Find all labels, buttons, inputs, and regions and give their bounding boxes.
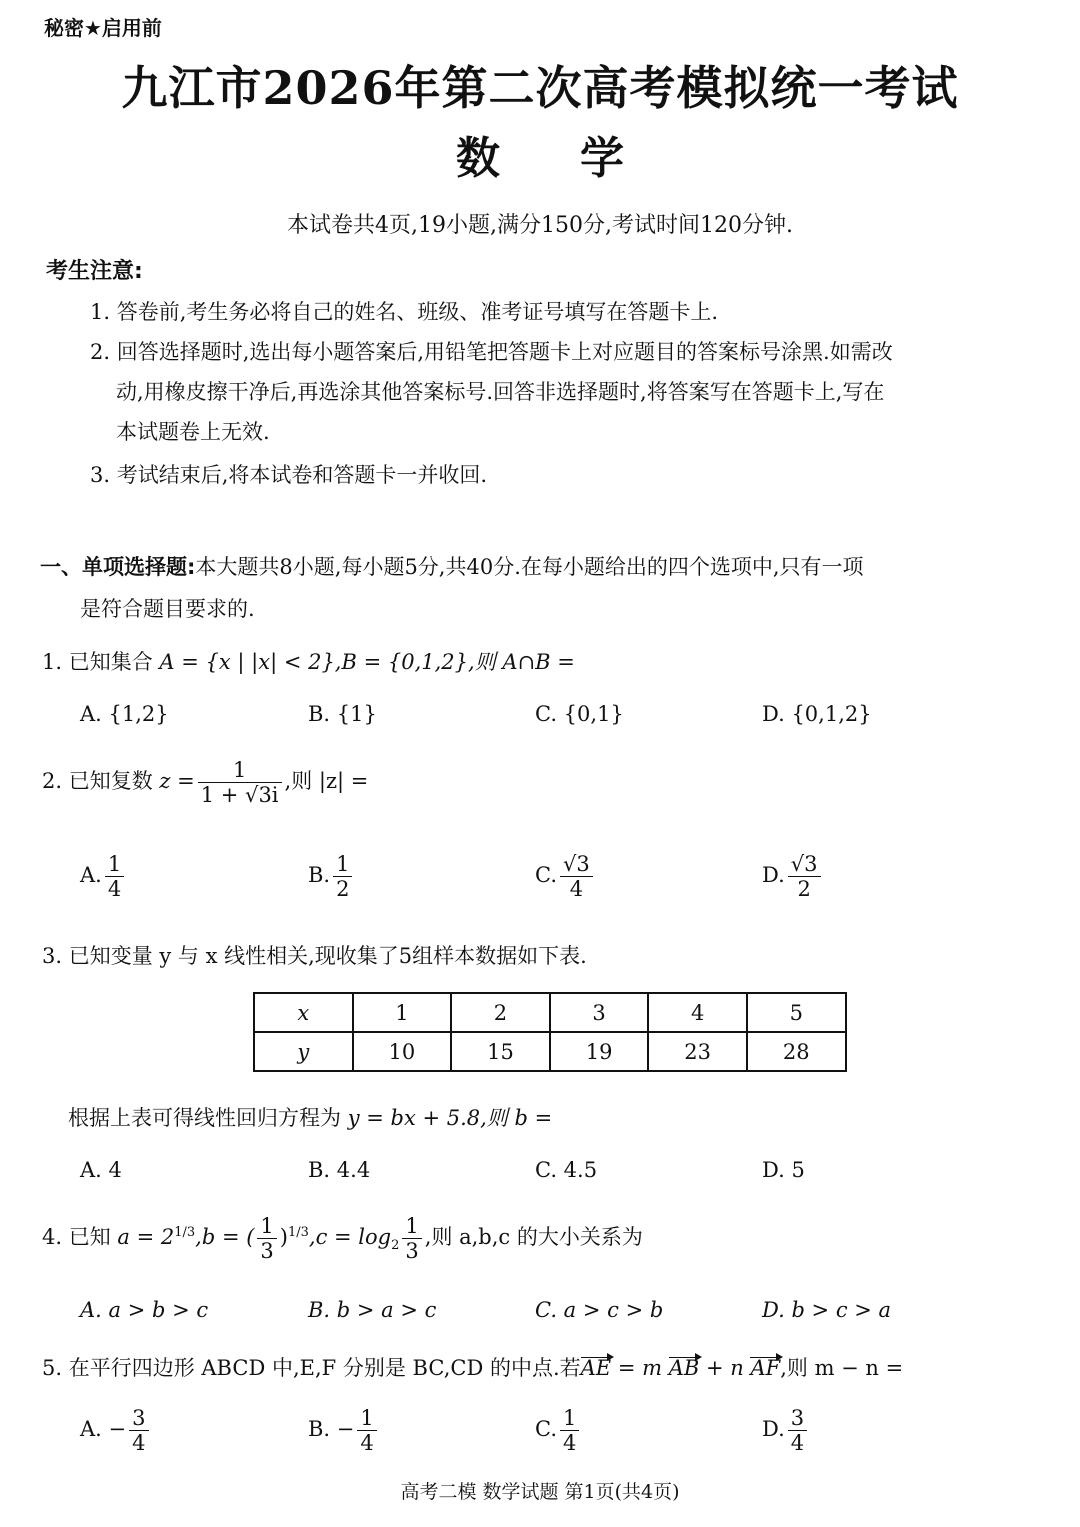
table-cell: 10	[353, 1032, 452, 1071]
question-1: 1. 已知集合 A = {x | |x| < 2},B = {0,1,2},则 A∩B =	[42, 650, 575, 674]
q5-option-d: D. $\frac{3}{4}$	[762, 1406, 810, 1455]
table-header-y: y	[254, 1032, 353, 1071]
table-row	[254, 1032, 846, 1071]
section-desc-cont: 是符合题目要求的.	[80, 597, 255, 621]
question-3-regression: 根据上表可得线性回归方程为 y = bx + 5.8,则 b =	[68, 1106, 553, 1130]
q4-option-d: D. b > c > a	[762, 1298, 892, 1322]
q3-option-d: D. 5	[762, 1158, 805, 1182]
section-label: 一、单项选择题:	[40, 555, 196, 579]
q5-option-c: C. $\frac{1}{4}$	[535, 1406, 582, 1455]
q4-option-a: A. a > b > c	[80, 1298, 209, 1322]
q1-option-d: D. {0,1,2}	[762, 702, 872, 726]
table-header-x: x	[254, 993, 353, 1032]
notice-item-3: 3. 考试结束后,将本试卷和答题卡一并收回.	[90, 463, 488, 487]
q2-option-b: B. $\frac{1}{2}$	[308, 852, 355, 901]
notice-heading: 考生注意:	[46, 259, 143, 284]
q3-option-a: A. 4	[80, 1158, 122, 1182]
page-footer: 高考二模 数学试题 第1页(共4页)	[400, 1481, 680, 1503]
notice-item-2-cont: 动,用橡皮擦干净后,再选涂其他答案标号.回答非选择题时,将答案写在答题卡上,写在	[116, 380, 885, 404]
q2-fraction: $\frac{1}{1 + √3i}$	[198, 758, 282, 807]
q2-option-c: C. $\frac{√3}{4}$	[535, 852, 596, 901]
question-3: 3. 已知变量 y 与 x 线性相关,现收集了5组样本数据如下表.	[42, 944, 587, 968]
table-cell: 1	[353, 993, 452, 1032]
confidential-mark: 秘密★启用前	[44, 16, 162, 40]
table-cell: 28	[747, 1032, 846, 1071]
q3-option-c: C. 4.5	[535, 1158, 598, 1182]
subject-title: 数学	[456, 133, 704, 184]
q4-option-b: B. b > a > c	[308, 1298, 437, 1322]
table-cell: 19	[550, 1032, 649, 1071]
q3-option-b: B. 4.4	[308, 1158, 371, 1182]
question-2: 2. 已知复数 z = $\frac{1}{1 + √3i}$ ,则 |z| =	[42, 758, 369, 807]
q2-option-d: D. $\frac{√3}{2}$	[762, 852, 824, 901]
sample-data-table	[253, 992, 847, 1072]
q5-option-b: B. − $\frac{1}{4}$	[308, 1406, 380, 1455]
table-cell: 15	[451, 1032, 550, 1071]
table-cell: 5	[747, 993, 846, 1032]
question-5: 5. 在平行四边形 ABCD 中,E,F 分别是 BC,CD 的中点.若AE = m AB + n AF,则 m − n =	[42, 1356, 904, 1380]
exam-info: 本试卷共4页,19小题,满分150分,考试时间120分钟.	[287, 213, 793, 238]
table-row	[254, 993, 846, 1032]
q1-option-b: B. {1}	[308, 702, 377, 726]
table-cell: 23	[648, 1032, 747, 1071]
q2-option-a: A. $\frac{1}{4}$	[80, 852, 127, 901]
section-desc: 本大题共8小题,每小题5分,共40分.在每小题给出的四个选项中,只有一项	[195, 555, 864, 579]
q5-option-a: A. − $\frac{3}{4}$	[80, 1406, 152, 1455]
table-cell: 3	[550, 993, 649, 1032]
q1-option-a: A. {1,2}	[80, 702, 169, 726]
exam-title: 九江市2026年第二次高考模拟统一考试	[121, 61, 959, 115]
q1-option-c: C. {0,1}	[535, 702, 624, 726]
table-cell: 4	[648, 993, 747, 1032]
notice-item-1: 1. 答卷前,考生务必将自己的姓名、班级、准考证号填写在答题卡上.	[90, 300, 719, 324]
notice-item-2: 2. 回答选择题时,选出每小题答案后,用铅笔把答题卡上对应题目的答案标号涂黑.如需改	[90, 340, 893, 364]
question-4: 4. 已知 $a = 2^{1/3},b$ = ( $\frac{1}{3}$ )$^{1/3},c = \log_2$ $\frac{1}{3}$ ,则 a,b,c 的大小关系为	[42, 1214, 643, 1263]
section-heading	[40, 546, 1040, 630]
table-cell: 2	[451, 993, 550, 1032]
notice-item-2-end: 本试题卷上无效.	[116, 420, 270, 444]
q4-option-c: C. a > c > b	[535, 1298, 664, 1322]
